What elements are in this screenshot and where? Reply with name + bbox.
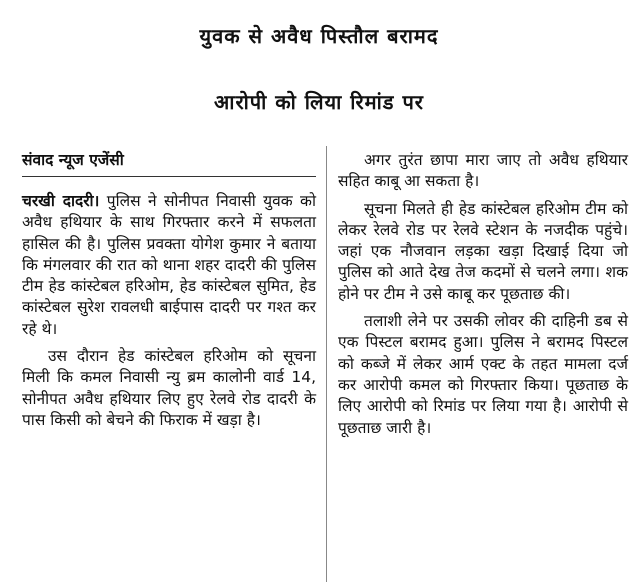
article-paragraph-5: तलाशी लेने पर उसकी लोवर की दाहिनी डब से एक पिस्टल बरामद हुआ। पुलिस ने बरामद पिस्टल को कब्जे में लेकर आर्म एक्ट के तहत मामला दर्ज कर आरोपी कमल को गिरफ्तार किया। पूछताछ के लिए आरोपी को रिमांड पर लिया गया है। आरोपी से पूछताछ जारी है। xyxy=(338,312,628,437)
article-right-column xyxy=(338,150,628,445)
article-paragraph-4: सूचना मिलते ही हेड कांस्टेबल हरिओम टीम को लेकर रेलवे रोड पर रेलवे स्टेशन के नजदीक पहुंचे। जहां एक नौजवान लड़का खड़ा दिखाई दिया जो पुलिस को आते देख तेज कदमों से चलने लगा। शक होने पर टीम ने उसे काबू कर पूछताछ की। xyxy=(338,199,628,303)
headline-line-2: आरोपी को लिया रिमांड पर xyxy=(214,90,424,114)
column-divider xyxy=(326,146,327,582)
headline-line-1: युवक से अवैध पिस्तौल बरामद xyxy=(199,24,439,48)
article-paragraph-2: उस दौरान हेड कांस्टेबल हरिओम को सूचना मिली कि कमल निवासी न्यु ब्रम कालोनी वार्ड 14, सोनीपत अवैध हथियार लिए हुए रेलवे रोड दादरी के पास किसी को बेचने की फिराक में खड़ा है। xyxy=(22,347,316,429)
byline: संवाद न्यूज एजेंसी xyxy=(22,150,316,177)
article-paragraph-3: अगर तुरंत छापा मारा जाए तो अवैध हथियार सहित काबू आ सकता है। xyxy=(338,151,628,191)
article-left-column xyxy=(22,150,316,437)
article-paragraph-1 xyxy=(22,191,316,340)
paragraph-1-text: पुलिस ने सोनीपत निवासी युवक को अवैध हथियार के साथ गिरफ्तार करने में सफलता हासिल की है। पुलिस प्रवक्ता योगेश कुमार ने बताया कि मंगलवार की रात को थाना शहर दादरी की पुलिस टीम हेड कांस्टेबल हरिओम, हेड कांस्टेबल सुमित, हेड कांस्टेबल सुरेश रावलधी बाईपास दादरी पर गश्त कर रहे थे। xyxy=(22,192,316,338)
dateline: चरखी दादरी। xyxy=(22,192,100,210)
